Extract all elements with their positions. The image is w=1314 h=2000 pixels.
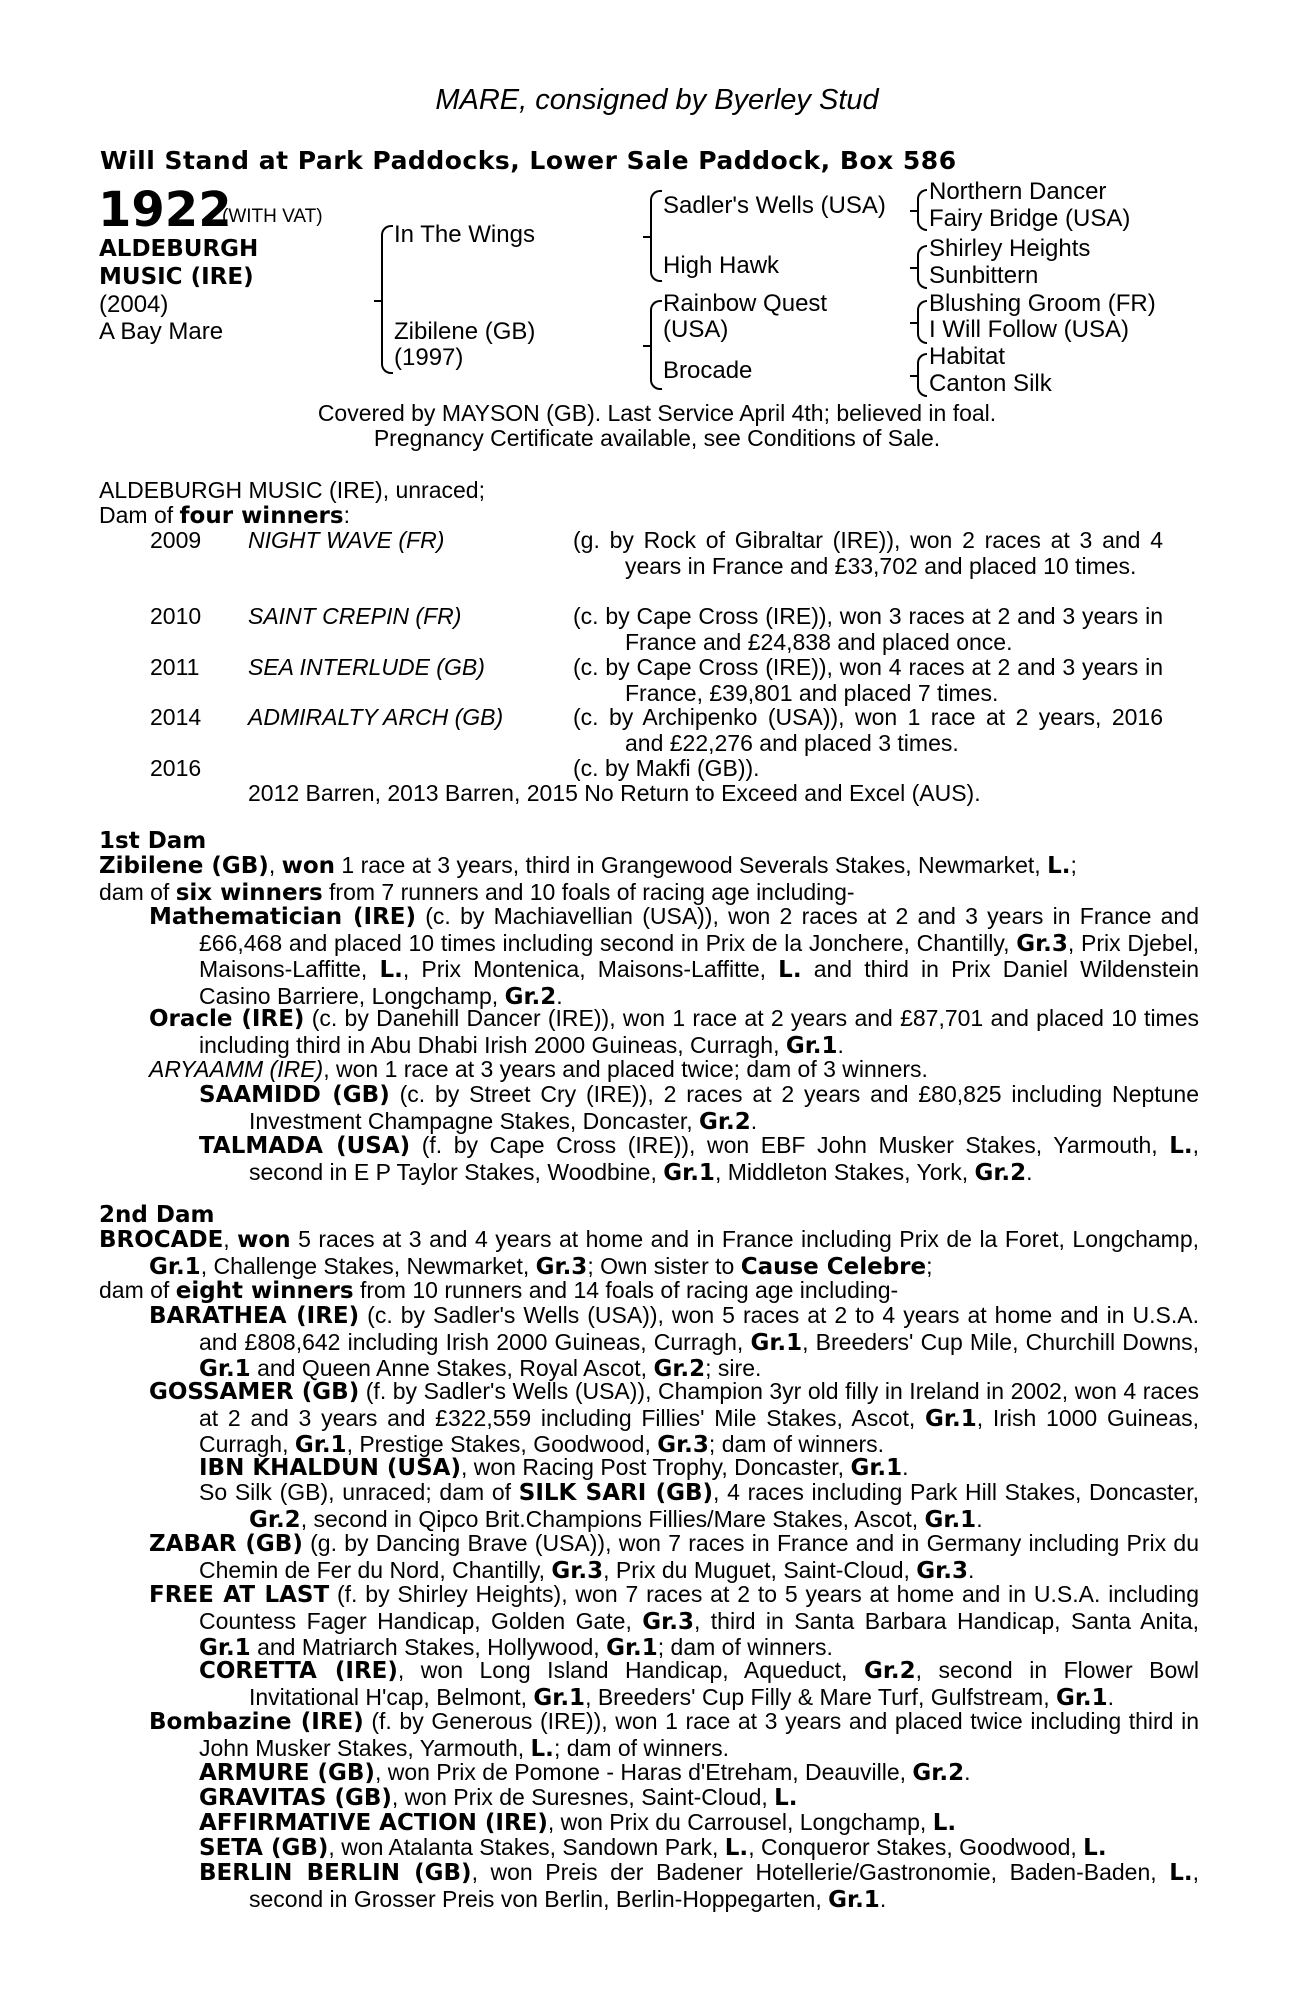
horse-year: (2004) — [99, 291, 169, 318]
produce-mathematician: Mathematician (IRE) (c. by Machiavellian (USA)), won 2 races at 2 and 3 years in France and £66,468 and placed 10 times including second in Prix de la Jonchere, Chantilly, Gr.3, Prix Djebel, Maisons-Laffitte, L., Prix Montenica, Maisons-Laffitte, L. and third in Prix Daniel Wildenstein Casino Barriere, Longchamp, Gr.2. — [149, 903, 1200, 1010]
pedigree-gg8: Canton Silk — [929, 370, 1052, 397]
pedigree-sire: In The Wings — [394, 221, 535, 248]
pedigree-gg6: I Will Follow (USA) — [929, 316, 1130, 343]
pedigree-bracket-g3 — [917, 300, 927, 344]
pedigree-dam-dam: Brocade — [663, 357, 753, 384]
second-dam-section — [0, 1226, 1314, 1913]
foal-name: ADMIRALTY ARCH (GB) — [248, 704, 504, 730]
pedigree-dam-year: (1997) — [394, 344, 464, 371]
pedigree-bracket-main — [381, 225, 393, 374]
produce-free-at-last: FREE AT LAST (f. by Shirley Heights), won 7 races at 2 to 5 years at home and in U.S.A. including Countess Fager Handicap, Golden Gate, Gr.3, third in Santa Barbara Handicap, Santa Anita, Gr.1 and Matriarch Stakes, Hollywood, Gr.1; dam of winners. — [149, 1581, 1200, 1661]
foal-detail: (c. by Archipenko (USA)), won 1 race at 2 years, 2016 and £22,276 and placed 3 times. — [573, 704, 1163, 756]
foal-year: 2014 — [150, 704, 202, 730]
produce-aryaamm: ARYAAMM (IRE), won 1 race at 3 years and placed twice; dam of 3 winners. — [149, 1056, 928, 1082]
pedigree-dam-sire-2: (USA) — [663, 316, 729, 343]
produce-oracle: Oracle (IRE) (c. by Danehill Dancer (IRE)), won 1 race at 2 years and £87,701 and placed 10 times including third in Abu Dhabi Irish 2000 Guineas, Curragh, Gr.1. — [149, 1005, 1200, 1059]
pedigree-gg7: Habitat — [929, 343, 1006, 370]
vat-note: (WITH VAT) — [222, 206, 323, 227]
first-dam-record: Zibilene (GB), won 1 race at 3 years, third in Grangewood Severals Stakes, Newmarket, L.; dam of six winners from 7 runners and 10 foals of racing age including- — [99, 852, 1077, 906]
produce-coretta: CORETTA (IRE), won Long Island Handicap, Aqueduct, Gr.2, second in Flower Bowl Invitational H'cap, Belmont, Gr.1, Breeders' Cup Filly & Mare Turf, Gulfstream, Gr.1. — [199, 1657, 1199, 1711]
produce-barathea: BARATHEA (IRE) (c. by Sadler's Wells (USA)), won 5 races at 2 to 4 years at home and in U.S.A. and £808,642 including Irish 2000 Guineas, Curragh, Gr.1, Breeders' Cup Mile, Churchill Downs, Gr.1 and Queen Anne Stakes, Royal Ascot, Gr.2; sire. — [149, 1302, 1199, 1382]
produce-armure: ARMURE (GB), won Prix de Pomone - Haras d'Etreham, Deauville, Gr.2. — [199, 1759, 971, 1786]
pedigree-gg2: Fairy Bridge (USA) — [929, 205, 1131, 232]
horse-name-line2: MUSIC (IRE) — [99, 264, 254, 290]
produce-berlin-berlin: BERLIN BERLIN (GB), won Preis der Badener Hotellerie/Gastronomie, Baden-Baden, L., second in Grosser Preis von Berlin, Berlin-Hoppegarten, Gr.1. — [199, 1859, 1199, 1913]
produce-dam-of: Dam of four winners: — [99, 502, 350, 529]
produce-ibn-khaldun: IBN KHALDUN (USA), won Racing Post Trophy, Doncaster, Gr.1. — [199, 1454, 909, 1481]
produce-seta: SETA (GB), won Atalanta Stakes, Sandown Park, L., Conqueror Stakes, Goodwood, L. — [199, 1834, 1107, 1861]
covered-note: Covered by MAYSON (GB). Last Service April 4th; believed in foal. — [317, 400, 997, 426]
pedigree-bracket-g1 — [917, 189, 927, 231]
produce-affirmative-action: AFFIRMATIVE ACTION (IRE), won Prix du Carrousel, Longchamp, L. — [199, 1809, 957, 1836]
pedigree-gg3: Shirley Heights — [929, 235, 1091, 262]
pedigree-bracket-g4 — [917, 353, 927, 397]
page-title: MARE, consigned by Byerley Stud — [435, 84, 879, 116]
foal-name: NIGHT WAVE (FR) — [248, 527, 445, 553]
pedigree-bracket-g2 — [917, 245, 927, 289]
foal-name: SEA INTERLUDE (GB) — [248, 654, 485, 680]
produce-gravitas: GRAVITAS (GB), won Prix de Suresnes, Saint-Cloud, L. — [199, 1784, 798, 1811]
produce-section — [0, 478, 1314, 818]
foal-detail: (c. by Cape Cross (IRE)), won 4 races at 2 and 3 years in France, £39,801 and placed 7 times. — [573, 654, 1163, 706]
foal-year: 2016 — [150, 755, 202, 781]
foal-detail: (g. by Rock of Gibraltar (IRE)), won 2 races at 3 and 4 years in France and £33,702 and placed 10 times. — [573, 527, 1163, 579]
pedigree-sire-dam: High Hawk — [663, 252, 780, 279]
pedigree-sire-sire: Sadler's Wells (USA) — [663, 192, 886, 219]
foal-year: 2010 — [150, 603, 202, 629]
foal-detail: (c. by Cape Cross (IRE)), won 3 races at 2 and 3 years in France and £24,838 and placed once. — [573, 603, 1163, 655]
produce-talmada: TALMADA (USA) (f. by Cape Cross (IRE)), won EBF John Musker Stakes, Yarmouth, L., second in E P Taylor Stakes, Woodbine, Gr.1, Middleton Stakes, York, Gr.2. — [199, 1132, 1199, 1186]
pedigree-gg4: Sunbittern — [929, 262, 1039, 289]
first-dam-heading: 1st Dam — [99, 828, 207, 854]
produce-saamidd: SAAMIDD (GB) (c. by Street Cry (IRE)), 2 races at 2 years and £80,825 including Neptune Investment Champagne Stakes, Doncaster, Gr.2. — [199, 1081, 1200, 1135]
sale-location: Will Stand at Park Paddocks, Lower Sale Paddock, Box 586 — [100, 146, 957, 175]
produce-bombazine: Bombazine (IRE) (f. by Generous (IRE)), won 1 race at 3 years and placed twice including third in John Musker Stakes, Yarmouth, L.; dam of winners. — [149, 1708, 1199, 1762]
produce-zabar: ZABAR (GB) (g. by Dancing Brave (USA)), won 7 races in France and in Germany including Prix du Chemin de Fer du Nord, Chantilly, Gr.3, Prix du Muguet, Saint-Cloud, Gr.3. — [149, 1530, 1199, 1584]
foal-year: 2011 — [150, 654, 200, 680]
produce-so-silk: So Silk (GB), unraced; dam of SILK SARI (GB), 4 races including Park Hill Stakes, Doncaster, Gr.2, second in Qipco Brit.Champions Fillies/Mare Stakes, Ascot, Gr.1. — [199, 1479, 1200, 1533]
pedigree-gg5: Blushing Groom (FR) — [929, 290, 1156, 317]
pedigree-gg1: Northern Dancer — [929, 178, 1107, 205]
produce-intro: ALDEBURGH MUSIC (IRE), unraced; — [99, 477, 485, 503]
second-dam-record: BROCADE, won 5 races at 3 and 4 years at home and in France including Prix de la Foret, Longchamp, Gr.1, Challenge Stakes, Newmarket, Gr.3; Own sister to Cause Celebre; — [99, 1226, 1199, 1280]
horse-name-line1: ALDEBURGH — [99, 236, 259, 262]
foal-detail: (c. by Makfi (GB)). — [573, 755, 760, 781]
pregnancy-note: Pregnancy Certificate available, see Conditions of Sale. — [373, 425, 941, 451]
pedigree-bracket-sire — [650, 190, 662, 282]
second-dam-heading: 2nd Dam — [99, 1202, 215, 1228]
foal-year: 2009 — [150, 527, 202, 553]
lot-number: 1922 — [98, 182, 232, 238]
pedigree-dam-sire-1: Rainbow Quest — [663, 290, 828, 317]
first-dam-section — [0, 853, 1314, 1193]
barren-note: 2012 Barren, 2013 Barren, 2015 No Return to Exceed and Excel (AUS). — [248, 780, 981, 806]
pedigree-bracket-dam — [650, 300, 662, 390]
horse-description: A Bay Mare — [99, 318, 224, 345]
foal-name: SAINT CREPIN (FR) — [248, 603, 462, 629]
second-dam-dam-of: dam of eight winners from 10 runners and 14 foals of racing age including- — [99, 1277, 899, 1304]
pedigree-dam: Zibilene (GB) — [394, 318, 536, 345]
produce-gossamer: GOSSAMER (GB) (f. by Sadler's Wells (USA)), Champion 3yr old filly in Ireland in 2002, won 4 races at 2 and 3 years and £322,559 including Fillies' Mile Stakes, Ascot, Gr.1, Irish 1000 Guineas, Curragh, Gr.1, Prestige Stakes, Goodwood, Gr.3; dam of winners. — [149, 1378, 1199, 1458]
